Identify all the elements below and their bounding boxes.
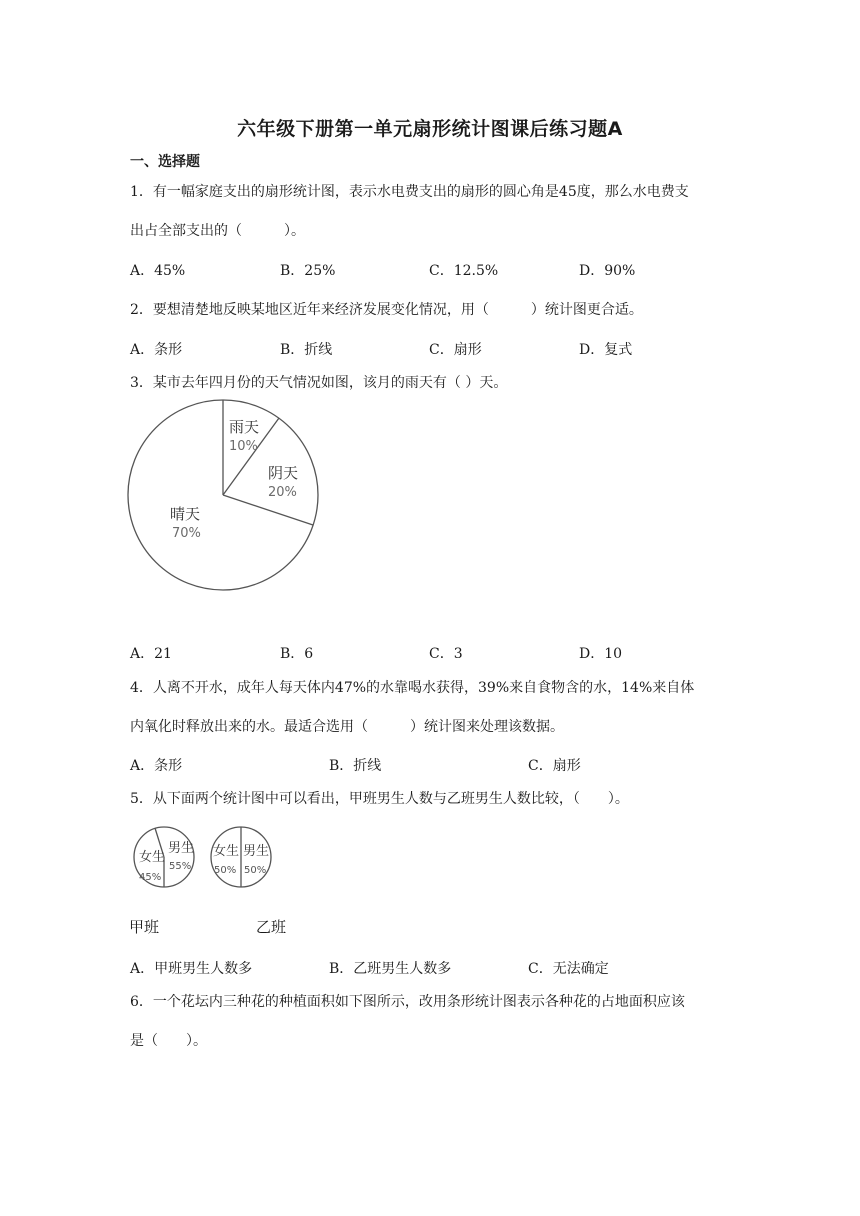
class-a-boys-label: 男生 xyxy=(168,841,195,856)
class-b-girls-value: 50% xyxy=(214,865,237,876)
question-4-line-1: 4．人离不开水，成年人每天体内47%的水靠喝水获得，39%来自食物含的水，14%来自体 xyxy=(130,680,695,696)
class-pie-charts xyxy=(128,822,278,892)
question-5-line-1: 5．从下面两个统计图中可以看出，甲班男生人数与乙班男生人数比较，（ ）。 xyxy=(130,791,629,807)
q2-option-c: C．扇形 xyxy=(429,342,482,358)
q2-option-b: B．折线 xyxy=(280,342,333,358)
q1-option-b: B．25% xyxy=(280,263,336,279)
q1-option-d: D．90% xyxy=(579,263,636,279)
q3-option-d: D．10 xyxy=(579,646,623,662)
question-2-line-1: 2．要想清楚地反映某地区近年来经济发展变化情况，用（ ）统计图更合适。 xyxy=(130,302,643,318)
class-a-girls-value: 45% xyxy=(139,872,162,883)
slice-value-cloudy: 20% xyxy=(268,485,297,500)
q2-option-d: D．复式 xyxy=(579,342,633,358)
q4-option-a: A．条形 xyxy=(130,758,183,774)
q4-option-c: C．扇形 xyxy=(528,758,581,774)
class-b-girls-label: 女生 xyxy=(213,844,240,859)
question-6-line-2: 是（ ）。 xyxy=(130,1033,207,1049)
class-b-boys-value: 50% xyxy=(244,865,267,876)
page-title: 六年级下册第一单元扇形统计图课后练习题A xyxy=(237,118,623,140)
q3-option-c: C．3 xyxy=(429,646,463,662)
q2-option-a: A．条形 xyxy=(130,342,183,358)
q5-option-b: B．乙班男生人数多 xyxy=(329,961,452,977)
slice-value-rain: 10% xyxy=(229,439,258,454)
class-b-boys-label: 男生 xyxy=(243,844,270,859)
class-a-caption: 甲班 xyxy=(129,918,160,936)
question-1-line-1: 1．有一幅家庭支出的扇形统计图，表示水电费支出的扇形的圆心角是45度，那么水电费支 xyxy=(130,184,689,200)
class-b-pie xyxy=(211,827,271,887)
class-a-boys-value: 55% xyxy=(169,861,192,872)
question-1-line-2: 出占全部支出的（ ）。 xyxy=(130,223,305,239)
class-a-girls-label: 女生 xyxy=(139,850,166,865)
q4-option-b: B．折线 xyxy=(329,758,382,774)
q3-option-b: B．6 xyxy=(280,646,314,662)
weather-pie-chart xyxy=(122,398,328,598)
class-b-caption: 乙班 xyxy=(256,918,287,936)
q1-option-a: A．45% xyxy=(130,263,186,279)
q5-option-c: C．无法确定 xyxy=(528,961,609,977)
question-4-line-2: 内氧化时释放出来的水。最适合选用（ ）统计图来处理该数据。 xyxy=(130,719,564,735)
q5-option-a: A．甲班男生人数多 xyxy=(130,961,253,977)
slice-label-sunny: 晴天 xyxy=(170,505,201,523)
slice-label-rain: 雨天 xyxy=(229,418,260,436)
question-6-line-1: 6．一个花坛内三种花的种植面积如下图所示，改用条形统计图表示各种花的占地面积应该 xyxy=(130,994,685,1010)
q1-option-c: C．12.5% xyxy=(429,263,499,279)
class-a-pie xyxy=(134,827,194,887)
q3-option-a: A．21 xyxy=(130,646,172,662)
slice-value-sunny: 70% xyxy=(172,526,201,541)
question-3-line-1: 3．某市去年四月份的天气情况如图，该月的雨天有（ ）天。 xyxy=(130,375,508,391)
slice-label-cloudy: 阴天 xyxy=(268,464,299,482)
section-heading: 一、选择题 xyxy=(130,154,200,170)
